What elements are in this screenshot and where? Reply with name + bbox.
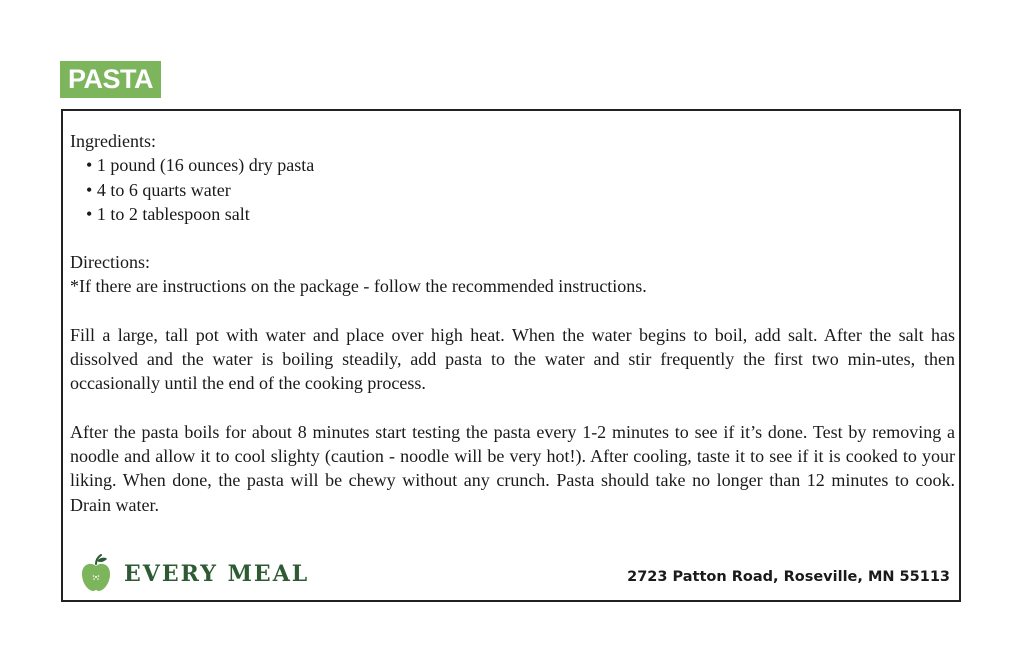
recipe-title: PASTA: [60, 61, 161, 98]
ingredient-item: • 1 to 2 tablespoon salt: [86, 202, 955, 226]
address: 2723 Patton Road, Roseville, MN 55113: [627, 569, 950, 585]
ingredients-list: [70, 153, 955, 226]
brand-name: EVERY MEAL: [124, 561, 310, 587]
recipe-content: [70, 129, 955, 517]
ingredient-item: • 1 pound (16 ounces) dry pasta: [86, 153, 955, 177]
directions-paragraph: Fill a large, tall pot with water and place over high heat. When the water begins to boil, add salt. After the salt has dissolved and the water is boiling steadily, add pasta to the water and stir frequently the first two min-utes, then occasionally until the end of the cooking process.: [70, 324, 955, 394]
directions-heading: Directions:: [70, 252, 150, 273]
ingredients-heading: Ingredients:: [70, 131, 156, 151]
recipe-card: [61, 109, 961, 602]
directions-paragraph: After the pasta boils for about 8 minutes start testing the pasta every 1-2 minutes to see if it’s done. Test by removing a noodle and allow it to cool slighty (caution - noodle will be very hot!). After cooling, taste it to see if it is cooked to your liking. When done, the pasta will be chewy without any crunch. Pasta should take no longer than 12 minutes to cook. Drain water.: [70, 421, 955, 515]
apple-icon: [80, 554, 112, 592]
directions-note: *If there are instructions on the package - follow the recommended instructions.: [70, 276, 647, 297]
ingredient-item: • 4 to 6 quarts water: [86, 178, 955, 202]
footer: [80, 554, 950, 594]
